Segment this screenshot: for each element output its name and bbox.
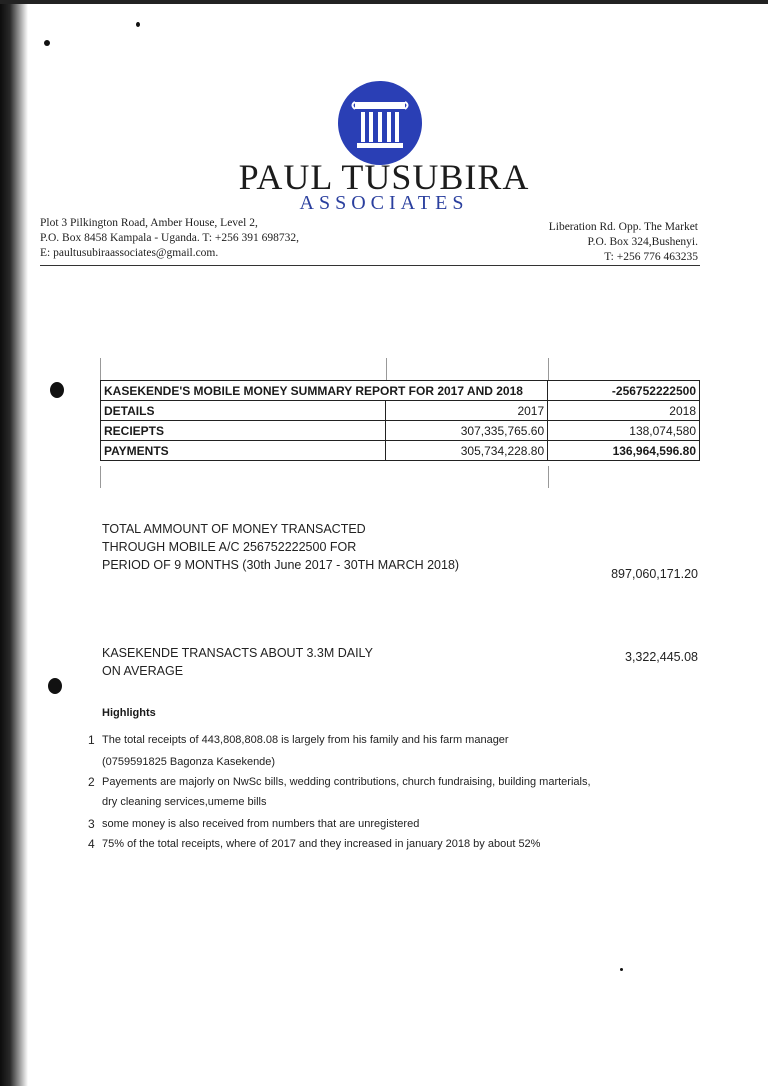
- highlight-line: (0759591825 Bagonza Kasekende): [102, 756, 276, 768]
- address-left-line: E: paultusubiraassociates@gmail.com.: [40, 247, 219, 259]
- grid-tick: [386, 358, 387, 380]
- address-right-line: T: +256 776 463235: [604, 251, 698, 263]
- table-title: KASEKENDE'S MOBILE MONEY SUMMARY REPORT FOR 2017 AND 2018: [101, 381, 548, 401]
- grid-tick: [100, 466, 101, 488]
- details-header: DETAILS: [101, 401, 386, 421]
- receipts-2018: 138,074,580: [548, 421, 700, 441]
- company-subtitle: ASSOCIATES: [299, 192, 469, 214]
- payments-2018: 136,964,596.80: [548, 441, 700, 461]
- payments-2017: 305,734,228.80: [386, 441, 548, 461]
- payments-label: PAYMENTS: [101, 441, 386, 461]
- table-row: [101, 441, 700, 461]
- company-logo: [337, 80, 423, 166]
- address-right: [549, 220, 698, 265]
- daily-line: KASEKENDE TRANSACTS ABOUT 3.3M DAILY: [102, 646, 373, 660]
- scan-speck: [136, 22, 140, 27]
- highlight-item: [88, 817, 420, 831]
- highlight-item: [88, 775, 591, 809]
- daily-amount: 3,322,445.08: [625, 650, 698, 664]
- highlight-line: The total receipts of 443,808,808.08 is largely from his family and his farm manager: [102, 734, 509, 746]
- daily-line: ON AVERAGE: [102, 664, 184, 678]
- address-right-line: Liberation Rd. Opp. The Market: [548, 221, 698, 233]
- grid-tick: [100, 358, 101, 380]
- highlight-line: 75% of the total receipts, where of 2017 and they increased in january 2018 by about 52%: [102, 838, 541, 850]
- address-left-line: Plot 3 Pilkington Road, Amber House, Level 2,: [40, 217, 258, 229]
- table-title-row: [101, 381, 700, 401]
- grid-tick: [548, 358, 549, 380]
- highlight-line: Payements are majorly on NwSc bills, wedding contributions, church fundraising, building marterials,: [102, 776, 591, 788]
- receipts-2017: 307,335,765.60: [386, 421, 548, 441]
- highlight-line: dry cleaning services,umeme bills: [102, 796, 267, 808]
- highlight-item: [88, 837, 541, 851]
- total-amount: 897,060,171.20: [611, 567, 698, 581]
- highlight-line: some money is also received from numbers that are unregistered: [102, 818, 420, 830]
- table-header-row: [101, 401, 700, 421]
- scan-top-edge: [0, 0, 768, 4]
- highlight-number: 1: [88, 733, 95, 747]
- total-line: TOTAL AMMOUNT OF MONEY TRANSACTED: [102, 522, 366, 536]
- address-left: [40, 216, 299, 261]
- highlight-number: 4: [88, 837, 95, 851]
- daily-description: [102, 644, 373, 680]
- address-right-line: P.O. Box 324,Bushenyi.: [587, 236, 698, 248]
- table-row: [101, 421, 700, 441]
- punch-hole-mark: [50, 382, 64, 398]
- header-divider: [40, 265, 700, 266]
- year-2018-header: 2018: [548, 401, 700, 421]
- receipts-label: RECIEPTS: [101, 421, 386, 441]
- total-line: THROUGH MOBILE A/C 256752222500 FOR: [102, 540, 357, 554]
- highlights-title: Highlights: [102, 707, 156, 719]
- company-name: PAUL TUSUBIRA: [238, 157, 530, 197]
- address-left-line: P.O. Box 8458 Kampala - Uganda. T: +256 391 698732,: [40, 232, 299, 244]
- total-description: [102, 520, 459, 574]
- punch-hole-mark: [48, 678, 62, 694]
- highlight-number: 2: [88, 775, 95, 789]
- total-line: PERIOD OF 9 MONTHS (30th June 2017 - 30TH MARCH 2018): [102, 558, 460, 572]
- scan-speck: [620, 968, 623, 971]
- highlight-number: 3: [88, 817, 95, 831]
- grid-tick: [548, 466, 549, 488]
- summary-table: [100, 380, 700, 461]
- highlight-item: [88, 733, 509, 769]
- scan-speck: [44, 40, 50, 46]
- account-number: -256752222500: [548, 381, 700, 401]
- year-2017-header: 2017: [386, 401, 548, 421]
